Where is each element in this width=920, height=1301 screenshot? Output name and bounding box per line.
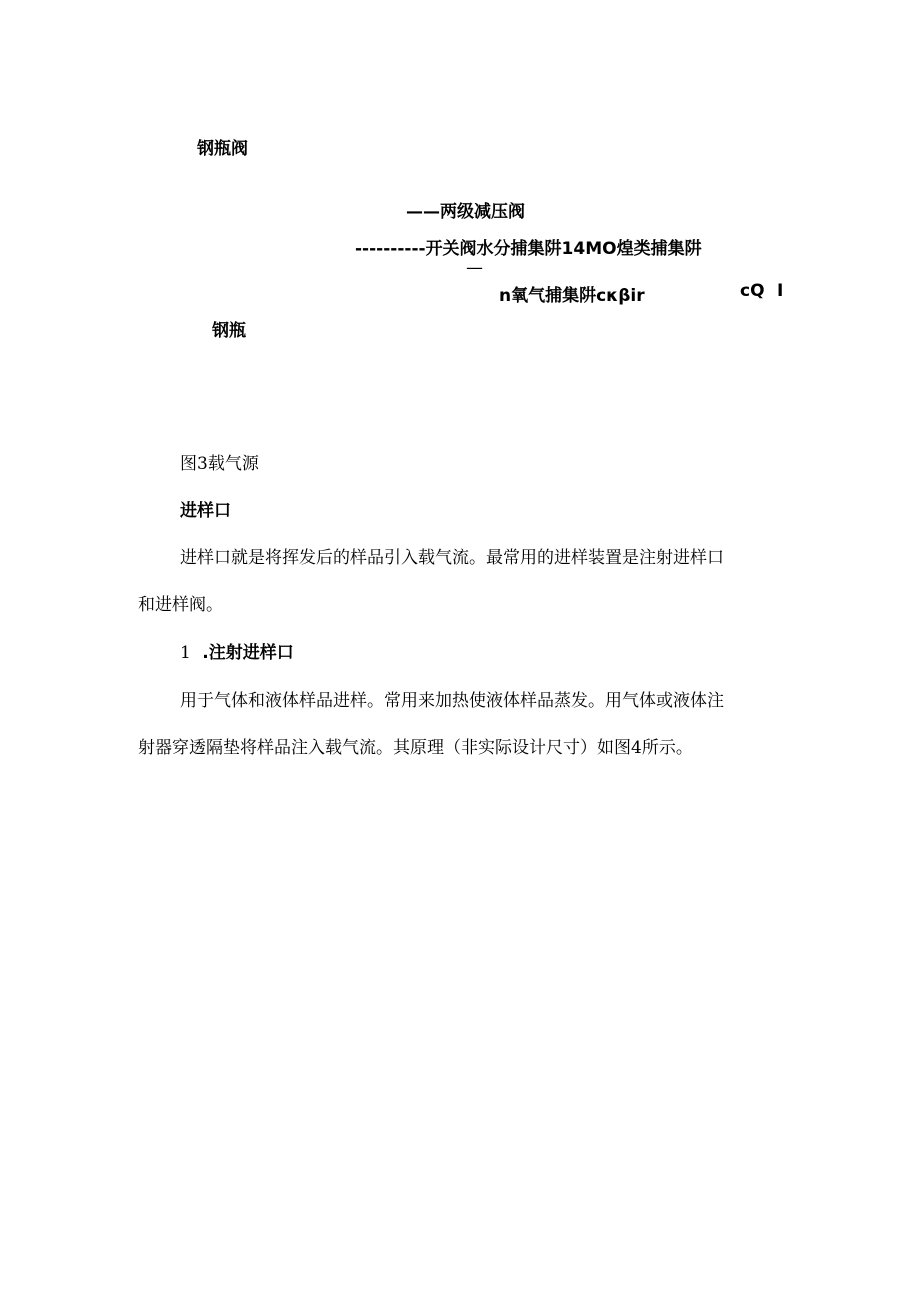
- figure-label-cq: cQ: [740, 281, 765, 301]
- figure-short-dash: —: [466, 258, 483, 278]
- subheading-number: 1: [180, 643, 191, 663]
- leader-dash: ----------: [355, 239, 426, 259]
- two-stage-valve-text: 两级减压阀: [440, 202, 525, 222]
- figure-caption: 图3载气源: [180, 454, 259, 474]
- figure-label-i: I: [777, 281, 784, 301]
- switch-line-text: 开关阀水分捕集阱14MO煌类捕集阱: [425, 239, 702, 259]
- paragraph-line: 射器穿透隔垫将样品注入载气流。其原理（非实际设计尺寸）如图4所示。: [138, 738, 693, 758]
- section-heading: 进样口: [180, 501, 231, 521]
- paragraph-line: 和进样阀。: [138, 595, 223, 615]
- subheading-text: .注射进样口: [202, 643, 294, 663]
- leader-dash: ——: [406, 202, 440, 222]
- figure-label-cylinder: 钢瓶: [212, 321, 246, 341]
- figure-label-cylinder-valve: 钢瓶阀: [197, 139, 248, 159]
- subheading: [180, 645, 294, 662]
- figure-label-two-stage-valve: [406, 197, 525, 222]
- paragraph-line: 用于气体和液体样品进样。常用来加热使液体样品蒸发。用气体或液体注: [180, 691, 724, 711]
- paragraph-line: 进样口就是将挥发后的样品引入载气流。最常用的进样装置是注射进样口: [180, 548, 724, 568]
- figure-label-oxygen-trap: n氧气捕集阱cκβir: [499, 286, 645, 306]
- figure-label-switch-line: [355, 234, 702, 259]
